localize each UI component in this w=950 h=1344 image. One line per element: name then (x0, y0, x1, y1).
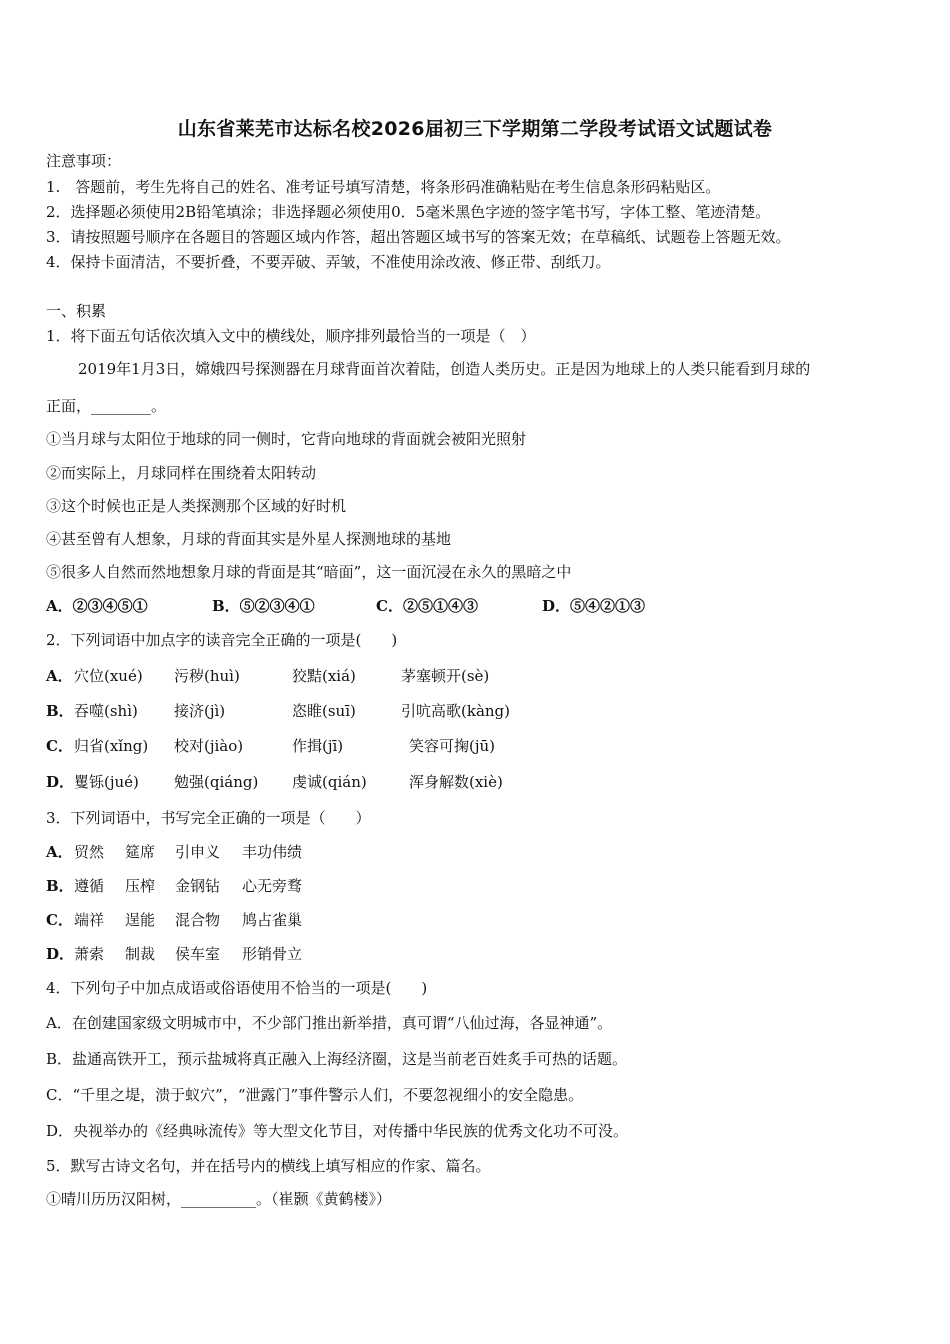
q1-option-c: C．②⑤①④③ (376, 597, 478, 615)
q2-word: 矍铄(jué) (74, 773, 139, 791)
q3-word: 贸然 (74, 843, 105, 861)
q1-option-b: B．⑤②③④① (212, 597, 315, 615)
q3-word: 鸠占雀巢 (242, 911, 303, 929)
q3-word: 压榨 (125, 877, 156, 895)
q4-option-a: A．在创建国家级文明城市中，不少部门推出新举措，真可谓“八仙过海，各显神通”。 (46, 1014, 613, 1032)
q3-word: 丰功伟绩 (242, 843, 303, 861)
q3-row-label: A． (46, 843, 73, 861)
q3-word: 逞能 (125, 911, 156, 929)
q4-option-b: B．盐通高铁开工，预示盐城将真正融入上海经济圈，这是当前老百姓炙手可热的话题。 (46, 1050, 628, 1068)
q2-word: 浑身解数(xiè) (409, 773, 503, 791)
q2-word: 恣睢(suī) (292, 702, 356, 720)
q3-word: 金钢钻 (175, 877, 221, 895)
notice-heading: 注意事项： (46, 152, 122, 170)
q2-word: 作揖(jī) (292, 737, 344, 755)
q3-row-label: C． (46, 911, 73, 929)
q1-option-a: A．②③④⑤① (46, 597, 148, 615)
q3-word: 萧索 (74, 945, 105, 963)
q2-word: 勉强(qiáng) (174, 773, 259, 791)
q4-option-c: C．“千里之堤，溃于蚁穴”，“泄露门”事件警示人们，不要忽视细小的安全隐患。 (46, 1086, 584, 1104)
q1-sentence-5: ⑤很多人自然而然地想象月球的背面是其“暗面”，这一面沉浸在永久的黑暗之中 (46, 563, 572, 581)
notice-item-3: 3．请按照题号顺序在各题目的答题区域内作答，超出答题区域书写的答案无效；在草稿纸、试题卷上答题无效。 (46, 228, 791, 246)
q2-word: 茅塞顿开(sè) (401, 667, 490, 685)
q5-item-1: ①晴川历历汉阳树，__________。（崔颢《黄鹤楼》） (46, 1190, 392, 1208)
q3-word: 筵席 (125, 843, 156, 861)
q1-passage-line-1: 2019年1月3日，嫦娥四号探测器在月球背面首次着陆，创造人类历史。正是因为地球上的人类只能看到月球的 (78, 360, 811, 378)
q2-row-label: B． (46, 702, 74, 720)
notice-item-2: 2．选择题必须使用2B铅笔填涂；非选择题必须使用0．5毫米黑色字迹的签字笔书写，字体工整、笔迹清楚。 (46, 203, 771, 221)
q1-sentence-4: ④甚至曾有人想象，月球的背面其实是外星人探测地球的基地 (46, 530, 452, 548)
q3-row-label: B． (46, 877, 74, 895)
q1-sentence-2: ②而实际上，月球同样在围绕着太阳转动 (46, 464, 317, 482)
q4-option-d: D．央视举办的《经典咏流传》等大型文化节目，对传播中华民族的优秀文化功不可没。 (46, 1122, 629, 1140)
notice-item-4: 4．保持卡面清洁，不要折叠，不要弄破、弄皱，不准使用涂改液、修正带、刮纸刀。 (46, 253, 611, 271)
q2-stem: 2．下列词语中加点字的读音完全正确的一项是( ) (46, 631, 398, 649)
q2-word: 引吭高歌(kàng) (401, 702, 510, 720)
q5-stem: 5．默写古诗文名句，并在括号内的横线上填写相应的作家、篇名。 (46, 1157, 491, 1175)
q3-word: 形销骨立 (242, 945, 303, 963)
q1-option-d: D．⑤④②①③ (542, 597, 646, 615)
q2-word: 校对(jiào) (174, 737, 244, 755)
q2-word: 穴位(xué) (74, 667, 143, 685)
notice-item-1: 1. 答题前，考生先将自己的姓名、准考证号填写清楚，将条形码准确粘贴在考生信息条形码粘贴区。 (46, 178, 721, 196)
page-title: 山东省莱芜市达标名校2026届初三下学期第二学段考试语文试题试卷 (177, 118, 773, 140)
q2-word: 笑容可掬(jū) (409, 737, 496, 755)
q3-row-label: D． (46, 945, 75, 963)
q3-stem: 3．下列词语中，书写完全正确的一项是（ ） (46, 809, 371, 827)
q1-sentence-3: ③这个时候也正是人类探测那个区域的好时机 (46, 497, 347, 515)
q2-word: 虔诚(qián) (292, 773, 367, 791)
q4-stem: 4．下列句子中加点成语或俗语使用不恰当的一项是( ) (46, 979, 428, 997)
q3-word: 心无旁骛 (242, 877, 303, 895)
q3-word: 混合物 (175, 911, 221, 929)
q3-word: 遵循 (74, 877, 105, 895)
q2-row-label: D． (46, 773, 75, 791)
q2-row-label: C． (46, 737, 73, 755)
q2-word: 吞噬(shì) (74, 702, 138, 720)
q3-word: 制裁 (125, 945, 156, 963)
q3-word: 端祥 (74, 911, 105, 929)
q1-passage-line-2: 正面，________。 (46, 397, 167, 415)
q2-word: 接济(jì) (174, 702, 226, 720)
q2-word: 狡黠(xiá) (292, 667, 356, 685)
q2-word: 污秽(huì) (174, 667, 240, 685)
q2-word: 归省(xǐng) (74, 737, 149, 755)
section-heading: 一、积累 (46, 302, 107, 320)
q3-word: 侯车室 (175, 945, 221, 963)
q1-stem: 1．将下面五句话依次填入文中的横线处，顺序排列最恰当的一项是（ ） (46, 327, 536, 345)
q3-word: 引申义 (175, 843, 221, 861)
q2-row-label: A． (46, 667, 73, 685)
q1-sentence-1: ①当月球与太阳位于地球的同一侧时，它背向地球的背面就会被阳光照射 (46, 430, 527, 448)
